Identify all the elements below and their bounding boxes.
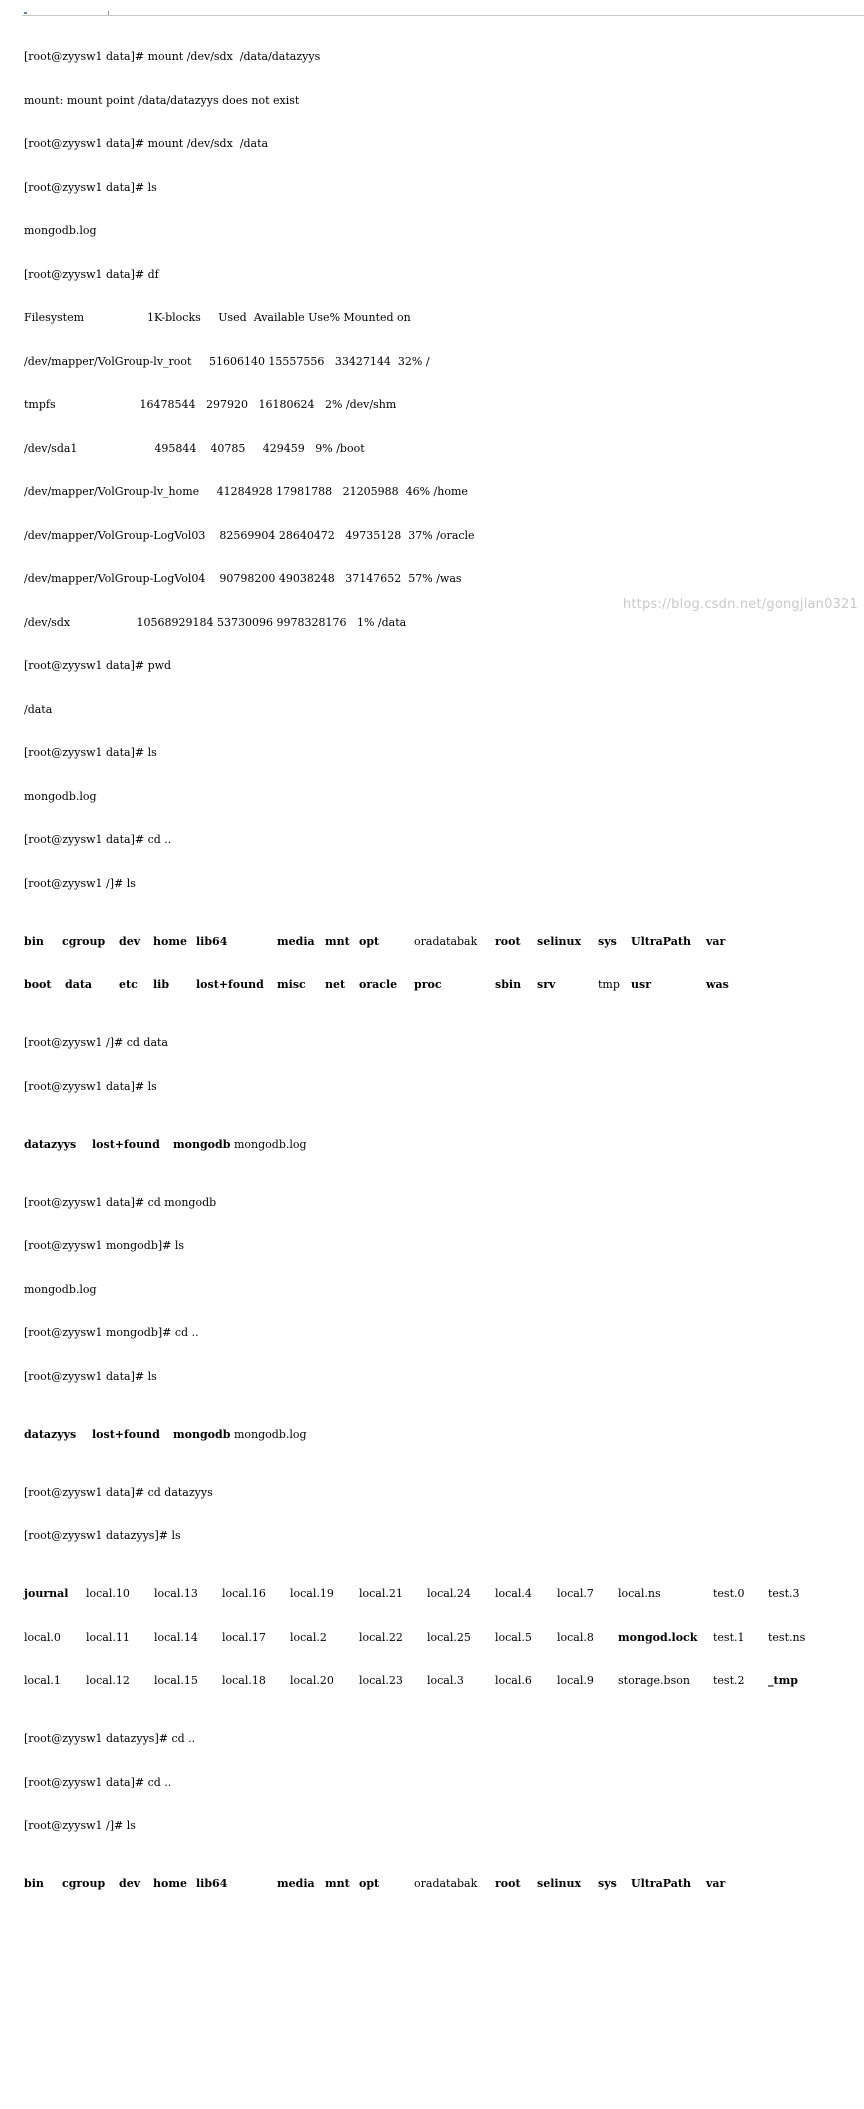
file-entry: local.24 <box>427 1587 471 1600</box>
file-entry: local.8 <box>557 1630 594 1644</box>
dir-entry: var <box>706 1877 726 1890</box>
top-bar-divider <box>22 15 864 16</box>
df-header-line: Filesystem 1K-blocks Used Available Use% Mounted on <box>24 311 411 324</box>
df-row: /dev/mapper/VolGroup-lv_home 41284928 17981788 21205988 46% /home <box>24 485 468 498</box>
dir-entry: lost+found <box>92 1427 160 1441</box>
file-entry: local.25 <box>427 1630 471 1644</box>
dir-entry: srv <box>537 978 556 991</box>
file-entry: storage.bson <box>618 1674 690 1687</box>
file-entry: test.ns <box>768 1630 806 1644</box>
dir-entry: mnt <box>325 1877 350 1890</box>
dir-entry: cgroup <box>62 934 106 948</box>
ls-datazyys-row-3 <box>24 1674 860 1689</box>
dir-entry: media <box>277 1877 315 1890</box>
dir-entry: tmp <box>598 978 620 991</box>
dir-entry: misc <box>277 978 306 991</box>
dir-entry: was <box>706 978 729 991</box>
dir-entry: cgroup <box>62 1877 106 1890</box>
df-row: /dev/mapper/VolGroup-LogVol03 82569904 28640472 49735128 37% /oracle <box>24 528 475 542</box>
dir-entry: lib64 <box>196 934 228 948</box>
terminal-line: mongodb.log <box>24 224 97 237</box>
file-entry: local.9 <box>557 1674 594 1687</box>
window-top-bar <box>0 0 864 16</box>
dir-entry: data <box>65 978 93 991</box>
terminal-line: [root@zyysw1 /]# ls <box>24 876 136 890</box>
terminal-line: [root@zyysw1 data]# cd .. <box>24 833 172 846</box>
file-entry: oradatabak <box>414 1877 478 1890</box>
file-entry: local.16 <box>222 1587 266 1600</box>
dir-entry: home <box>153 1877 187 1890</box>
dir-entry: lib <box>153 978 170 991</box>
file-entry: local.10 <box>86 1587 130 1600</box>
file-entry: local.19 <box>290 1587 334 1600</box>
file-entry: local.13 <box>154 1587 198 1600</box>
file-entry: local.17 <box>222 1630 266 1644</box>
dir-entry: lost+found <box>92 1137 160 1151</box>
dir-entry: selinux <box>537 934 582 948</box>
terminal-line: [root@zyysw1 data]# ls <box>24 1079 157 1093</box>
df-row: /dev/mapper/VolGroup-LogVol04 90798200 49038248 37147652 57% /was <box>24 572 462 585</box>
file-entry: local.11 <box>86 1630 130 1644</box>
terminal-line: [root@zyysw1 data]# ls <box>24 1369 157 1383</box>
dir-entry: bin <box>24 1877 44 1890</box>
file-entry: local.3 <box>427 1674 464 1687</box>
terminal-line: mongodb.log <box>24 1282 97 1296</box>
terminal-line: [root@zyysw1 mongodb]# cd .. <box>24 1326 199 1339</box>
dir-entry: etc <box>119 978 138 991</box>
file-entry: local.12 <box>86 1674 130 1687</box>
dir-entry: var <box>706 934 726 948</box>
terminal-output[interactable] <box>24 21 860 1890</box>
dir-entry: mnt <box>325 934 350 948</box>
terminal-line: [root@zyysw1 /]# cd data <box>24 1036 168 1049</box>
terminal-line: [root@zyysw1 data]# mount /dev/sdx /data <box>24 137 269 150</box>
dir-entry: datazyys <box>24 1137 77 1151</box>
file-entry: mongod.lock <box>618 1630 698 1644</box>
file-entry: test.1 <box>713 1630 745 1644</box>
file-entry: local.7 <box>557 1587 594 1600</box>
file-entry: local.4 <box>495 1587 532 1600</box>
file-entry: local.5 <box>495 1630 532 1644</box>
dir-entry: _tmp <box>768 1674 798 1687</box>
file-entry: local.14 <box>154 1630 198 1644</box>
dir-entry: net <box>325 978 346 991</box>
file-entry: local.18 <box>222 1674 266 1687</box>
dir-entry: UltraPath <box>631 934 691 948</box>
dir-entry: lost+found <box>196 978 264 991</box>
dir-entry: dev <box>119 934 141 948</box>
dir-entry: mongodb <box>173 1137 231 1151</box>
top-bar-marker <box>24 12 27 14</box>
ls-data-row <box>24 1428 860 1443</box>
terminal-line: [root@zyysw1 data]# cd mongodb <box>24 1195 217 1209</box>
terminal-line: [root@zyysw1 data]# ls <box>24 180 157 194</box>
file-entry: local.6 <box>495 1674 532 1687</box>
dir-entry: home <box>153 934 187 948</box>
dir-entry: media <box>277 934 315 948</box>
dir-entry: sys <box>598 934 617 948</box>
df-row: /dev/mapper/VolGroup-lv_root 51606140 15557556 33427144 32% / <box>24 354 430 368</box>
file-entry: oradatabak <box>414 934 478 948</box>
dir-entry: boot <box>24 978 52 991</box>
file-entry: local.21 <box>359 1587 403 1600</box>
ls-root-row-final <box>24 1877 860 1892</box>
dir-entry: root <box>495 1877 521 1890</box>
dir-entry: datazyys <box>24 1427 77 1441</box>
file-entry: local.20 <box>290 1674 334 1687</box>
ls-root-row-1 <box>24 935 860 950</box>
terminal-line: mongodb.log <box>24 789 97 803</box>
df-row: /dev/sdx 10568929184 53730096 9978328176 1% /data <box>24 615 407 629</box>
ls-datazyys-row-2 <box>24 1631 860 1646</box>
ls-root-row-2 <box>24 978 860 993</box>
file-entry: local.22 <box>359 1630 403 1644</box>
terminal-line: mount: mount point /data/datazyys does not exist <box>24 93 300 107</box>
dir-entry: opt <box>359 934 380 948</box>
file-entry: test.3 <box>768 1587 800 1600</box>
dir-entry: dev <box>119 1877 141 1890</box>
dir-entry: root <box>495 934 521 948</box>
df-row: /dev/sda1 495844 40785 429459 9% /boot <box>24 441 365 455</box>
dir-entry: bin <box>24 934 44 948</box>
dir-entry: sbin <box>495 978 522 991</box>
dir-entry: proc <box>414 978 442 991</box>
file-entry: local.2 <box>290 1630 327 1644</box>
dir-entry: selinux <box>537 1877 582 1890</box>
terminal-line: [root@zyysw1 data]# df <box>24 267 159 281</box>
file-entry: test.0 <box>713 1587 745 1600</box>
file-entry: local.23 <box>359 1674 403 1687</box>
dir-entry: sys <box>598 1877 617 1890</box>
file-entry: local.0 <box>24 1630 61 1644</box>
terminal-line: [root@zyysw1 /]# ls <box>24 1819 136 1832</box>
terminal-line: [root@zyysw1 datazyys]# ls <box>24 1529 181 1542</box>
dir-entry: opt <box>359 1877 380 1890</box>
terminal-line: [root@zyysw1 data]# cd datazyys <box>24 1485 213 1499</box>
terminal-line: /data <box>24 702 53 716</box>
dir-entry: lib64 <box>196 1877 228 1890</box>
file-entry: local.1 <box>24 1674 61 1687</box>
file-entry: mongodb.log <box>234 1427 307 1441</box>
terminal-line: [root@zyysw1 data]# pwd <box>24 659 172 672</box>
dir-entry: oracle <box>359 978 398 991</box>
dir-entry: UltraPath <box>631 1877 691 1890</box>
terminal-line: [root@zyysw1 data]# ls <box>24 746 157 759</box>
terminal-line: [root@zyysw1 data]# cd .. <box>24 1775 172 1789</box>
file-entry: local.ns <box>618 1587 661 1600</box>
terminal-line: [root@zyysw1 mongodb]# ls <box>24 1239 185 1252</box>
watermark-text: https://blog.csdn.net/gongjian0321 <box>622 597 858 612</box>
dir-entry: mongodb <box>173 1427 231 1441</box>
ls-data-row <box>24 1138 860 1153</box>
terminal-line: [root@zyysw1 data]# mount /dev/sdx /data/datazyys <box>24 50 321 63</box>
file-entry: local.15 <box>154 1674 198 1687</box>
terminal-line: [root@zyysw1 datazyys]# cd .. <box>24 1732 196 1745</box>
file-entry: mongodb.log <box>234 1137 307 1151</box>
ls-datazyys-row-1 <box>24 1587 860 1602</box>
df-row: tmpfs 16478544 297920 16180624 2% /dev/shm <box>24 398 397 411</box>
file-entry: test.2 <box>713 1674 745 1687</box>
dir-entry: journal <box>24 1587 69 1600</box>
dir-entry: usr <box>631 978 651 991</box>
